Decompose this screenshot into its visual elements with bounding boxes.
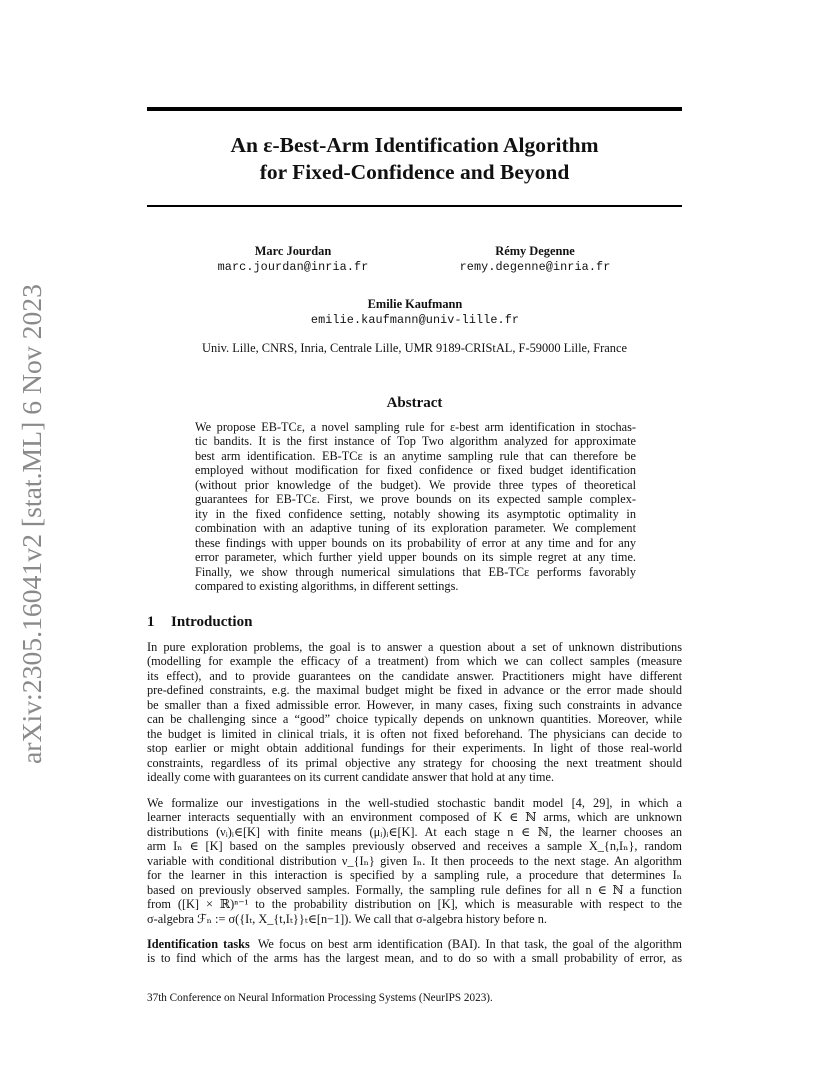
paragraph-line: We formalize our investigations in the well-studied stochastic bandit model [4, 29], in which a	[147, 796, 682, 810]
paragraph-line: can be challenging since a “good” choice typically depends on unknown quantities. Moreover, while	[147, 712, 682, 727]
abstract-line: tic bandits. It is the first instance of Top Two algorithm analyzed for approximate	[195, 434, 636, 449]
paragraph-line: constraints, regardless of its primal objective any strategy for choosing the next treatment should	[147, 755, 682, 770]
abstract-heading: Abstract	[386, 395, 443, 411]
paragraph-line: be smaller than a fixed admissible error. However, in many cases, fixing such constraints in advance	[147, 697, 682, 712]
paragraph-line: (modelling for example the efficacy of a treatment) from which we can collect samples (measure	[147, 654, 682, 669]
affiliation: Univ. Lille, CNRS, Inria, Centrale Lille, UMR 9189-CRIStAL, F-59000 Lille, France	[202, 341, 627, 355]
abstract-line: (without prior knowledge of the budget). We provide three types of theoretical	[195, 477, 636, 492]
paragraph-line: the budget is limited in clinical trials, it is often not fixed beforehand. The physicians can decide to	[147, 726, 682, 741]
abstract-line: We propose EB-TCε, a novel sampling rule for ε-best arm identification in stochas-	[195, 420, 636, 434]
paragraph-line: σ-algebra ℱₙ := σ({Iₜ, X_{t,Iₜ}}ₜ∈[n−1]). We call that σ-algebra history before n.	[147, 911, 547, 926]
paragraph-heading: Identification tasks	[147, 937, 250, 951]
title-bottom-rule	[147, 205, 682, 207]
title-line-1: An ε-Best-Arm Identification Algorithm	[230, 133, 599, 157]
intro-paragraph-2	[147, 796, 682, 926]
paragraph-line: variable with conditional distribution ν_{Iₙ} given Iₙ. It then proceeds to the next stage. An algorithm	[147, 853, 682, 868]
arxiv-stamp-text: arXiv:2305.16041v2 [stat.ML] 6 Nov 2023	[17, 296, 47, 764]
abstract-line: Finally, we show through numerical simulations that EB-TCε performs favorably	[195, 564, 636, 579]
paragraph-line: learner interacts sequentially with an environment composed of K ∈ ℕ arms, which are unknown	[147, 810, 682, 825]
author-name: Rémy Degenne	[495, 244, 575, 258]
paragraph-line: is to find which of the arms has the largest mean, and to do so with a small probability of error, as	[147, 951, 682, 966]
author-name: Emilie Kaufmann	[367, 297, 463, 311]
paper-title	[147, 132, 682, 186]
author-email: remy.degenne@inria.fr	[459, 260, 611, 274]
abstract-body	[195, 420, 636, 593]
abstract-line: these findings with upper bounds on its probability of error at any time and for any	[195, 535, 636, 550]
section-heading-introduction	[147, 614, 252, 631]
abstract-line: best arm identification. EB-TCε is an anytime sampling rule that can therefore be	[195, 448, 636, 463]
abstract-line: error parameter, which further yield upper bounds on its simple regret at any time.	[195, 550, 636, 565]
paragraph-line: stop earlier or might obtain additional fundings for their experiments. In light of those real-world	[147, 741, 682, 756]
identification-tasks-paragraph	[147, 937, 682, 966]
abstract-line: guarantees for EB-TCε. First, we prove bounds on its expected sample complex-	[195, 492, 636, 507]
author-email: emilie.kaufmann@univ-lille.fr	[310, 313, 520, 327]
arxiv-stamp	[14, 283, 50, 765]
paragraph-line: We focus on best arm identification (BAI). In that task, the goal of the algorithm	[257, 937, 682, 951]
section-number: 1	[147, 614, 155, 630]
author-email: marc.jourdan@inria.fr	[217, 260, 369, 274]
intro-paragraph-1	[147, 640, 682, 785]
author-block-3	[280, 296, 550, 328]
title-line-2: for Fixed-Confidence and Beyond	[259, 160, 570, 184]
author-block-1	[188, 243, 398, 275]
paragraph-line: based on previously observed samples. Formally, the sampling rule defines for all n ∈ ℕ a function	[147, 882, 682, 897]
abstract-line: compared to existing algorithms, in different settings.	[195, 578, 459, 593]
abstract-line: combination with an adaptive tuning of its exploration parameter. We complement	[195, 521, 636, 536]
abstract-line: employed without modification for fixed confidence or fixed budget identification	[195, 463, 636, 478]
author-name: Marc Jourdan	[254, 244, 332, 258]
paragraph-line: In pure exploration problems, the goal is to answer a question about a set of unknown distributions	[147, 640, 682, 654]
paragraph-line: for the learner in this interaction is specified by a sampling rule, a procedure that determines Iₙ	[147, 868, 682, 883]
title-top-rule	[147, 107, 682, 111]
paragraph-line: arm Iₙ ∈ [K] based on the samples previously observed and receives a sample X_{n,Iₙ}, random	[147, 839, 682, 854]
author-block-2	[430, 243, 640, 275]
paragraph-line: ideally come with guarantees on its current candidate answer that hold at any time.	[147, 770, 555, 785]
conference-footnote: 37th Conference on Neural Information Processing Systems (NeurIPS 2023).	[147, 992, 493, 1004]
abstract-line: ity in the fixed confidence setting, notably showing its asymptotic optimality in	[195, 506, 636, 521]
paragraph-line: pre-defined constraints, e.g. the maximal budget might be fixed in advance or the error made should	[147, 683, 682, 698]
section-title: Introduction	[171, 614, 253, 630]
paragraph-line: distributions (νᵢ)ᵢ∈[K] with finite means (μᵢ)ᵢ∈[K]. At each stage n ∈ ℕ, the learner chooses an	[147, 824, 682, 839]
paragraph-line: its effect), and to provide guarantees on the candidate answer. Practitioners might have different	[147, 668, 682, 683]
paragraph-line: from ([K] × ℝ)ⁿ⁻¹ to the probability distribution on [K], which is measurable with respect to the	[147, 897, 682, 912]
